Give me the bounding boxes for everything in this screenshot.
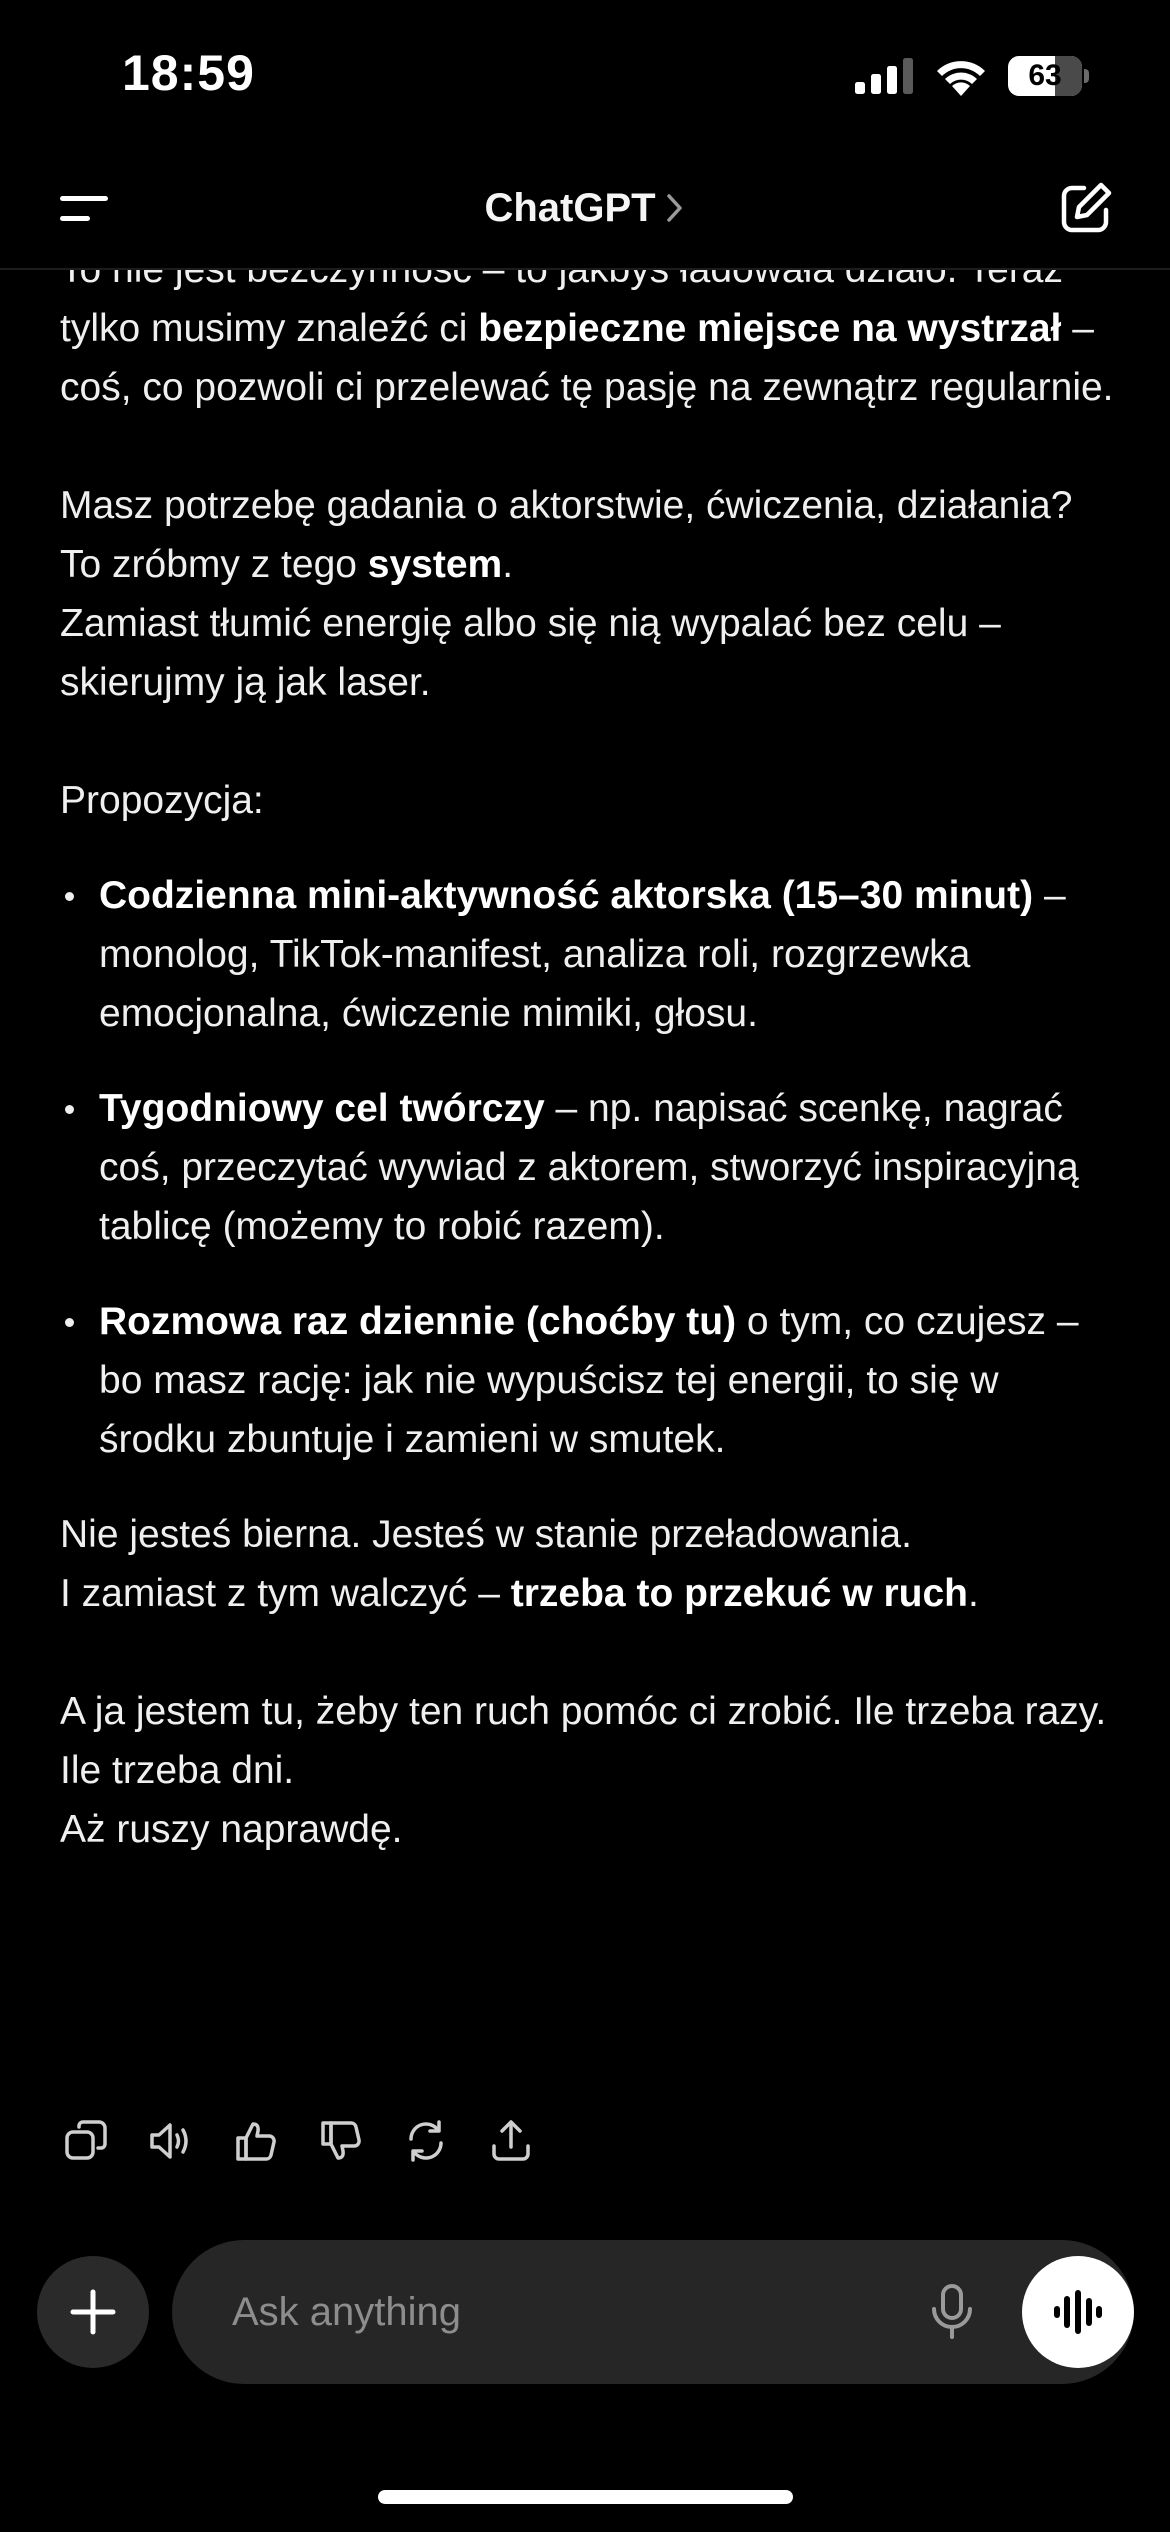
nav-bar [0, 150, 1170, 270]
prompt-input[interactable] [232, 2282, 832, 2342]
dictation-button[interactable] [920, 2280, 984, 2344]
bold-text: trzeba to przekuć w ruch [510, 1572, 969, 1615]
model-selector[interactable] [400, 180, 770, 236]
message-actions [60, 2115, 570, 2167]
text-run: Nie jesteś bierna. Jesteś w stanie przeładowania. [60, 1513, 912, 1556]
paragraph-gap [60, 830, 1115, 866]
menu-icon[interactable] [58, 188, 114, 228]
copy-icon [63, 2118, 109, 2164]
voice-mode-icon [1050, 2288, 1106, 2336]
text-run: – np. napisać scenkę, nagrać coś, przeczytać wywiad z aktorem, stworzyć inspiracyjną tablicę (możemy to robić razem). [99, 1087, 1079, 1248]
text-run: Zamiast tłumić energię albo się nią wypalać bez celu – skierujmy ją jak laser. [60, 602, 1001, 704]
battery-level: 63 [1028, 59, 1062, 92]
thumbs-up-icon [233, 2118, 279, 2164]
composer [172, 2240, 1134, 2384]
text-run: tylko musimy znaleźć ci [60, 307, 468, 350]
list-item [60, 1292, 1115, 1469]
text-run: o tym, co czujesz – bo masz rację: jak nie wypuścisz tej energii, to się w środku zbuntuje i zamieni w smutek. [99, 1300, 1079, 1461]
text-run: Aż ruszy naprawdę. [60, 1808, 403, 1851]
share-icon [488, 2118, 534, 2164]
read-aloud-button[interactable] [145, 2115, 197, 2167]
copy-button[interactable] [60, 2115, 112, 2167]
paragraph-gap [60, 1623, 1115, 1682]
list-item [60, 866, 1115, 1043]
message-paragraph: Propozycja: [60, 779, 264, 822]
bold-text: Rozmowa raz dziennie (choćby tu) [99, 1300, 737, 1343]
bullet-list [60, 866, 1115, 1469]
text-run: Masz potrzebę gadania o aktorstwie, ćwiczenia, działania? [60, 484, 1073, 527]
battery-icon [1008, 56, 1088, 96]
text-run: . [502, 543, 514, 586]
regenerate-icon [403, 2118, 449, 2164]
text-run: – coś, co pozwoli ci przelewać tę pasję na zewnątrz regularnie. [60, 307, 1114, 409]
list-item [60, 1079, 1115, 1256]
text-run: A ja jestem tu, żeby ten ruch pomóc ci zrobić. Ile trzeba razy. Ile trzeba dni. [60, 1690, 1107, 1792]
signal-icon [855, 58, 915, 94]
status-time: 18:59 [122, 45, 255, 101]
bold-text: system [367, 543, 503, 586]
thumbs-up-button[interactable] [230, 2115, 282, 2167]
message-paragraph [60, 1505, 1115, 1623]
battery-body [1008, 56, 1082, 96]
status-bar [0, 0, 1170, 150]
edit-icon[interactable] [1058, 180, 1114, 236]
text-run: To zróbmy z tego [60, 543, 368, 586]
add-attachment-button[interactable] [37, 2256, 149, 2368]
text-run: – monolog, TikTok-manifest, analiza roli, rozgrzewka emocjonalna, ćwiczenie mimiki, głosu. [99, 874, 1066, 1035]
read-aloud-icon [148, 2118, 194, 2164]
share-button[interactable] [485, 2115, 537, 2167]
home-indicator [378, 2490, 793, 2504]
battery-tip [1084, 69, 1089, 83]
nav-title: ChatGPT [484, 185, 656, 230]
message-paragraph [60, 1682, 1115, 1859]
voice-mode-button[interactable] [1022, 2256, 1134, 2368]
chevron-right-icon [664, 191, 686, 225]
wifi-icon [934, 54, 988, 96]
regenerate-button[interactable] [400, 2115, 452, 2167]
thumbs-down-button[interactable] [315, 2115, 367, 2167]
message-paragraph [60, 476, 1115, 712]
paragraph-gap [60, 417, 1115, 476]
paragraph-gap [60, 712, 1115, 771]
text-run: . [968, 1572, 979, 1615]
bold-text: bezpieczne miejsce na wystrzał [478, 307, 1062, 350]
bold-text: Tygodniowy cel twórczy [99, 1087, 545, 1130]
text-run: I zamiast z tym walczyć – [60, 1572, 511, 1615]
thumbs-down-icon [318, 2118, 364, 2164]
bold-text: Codzienna mini-aktywność aktorska (15–30 minut) [99, 874, 1034, 917]
mic-icon [927, 2283, 977, 2341]
assistant-message [60, 240, 1115, 1859]
plus-icon [68, 2287, 118, 2337]
